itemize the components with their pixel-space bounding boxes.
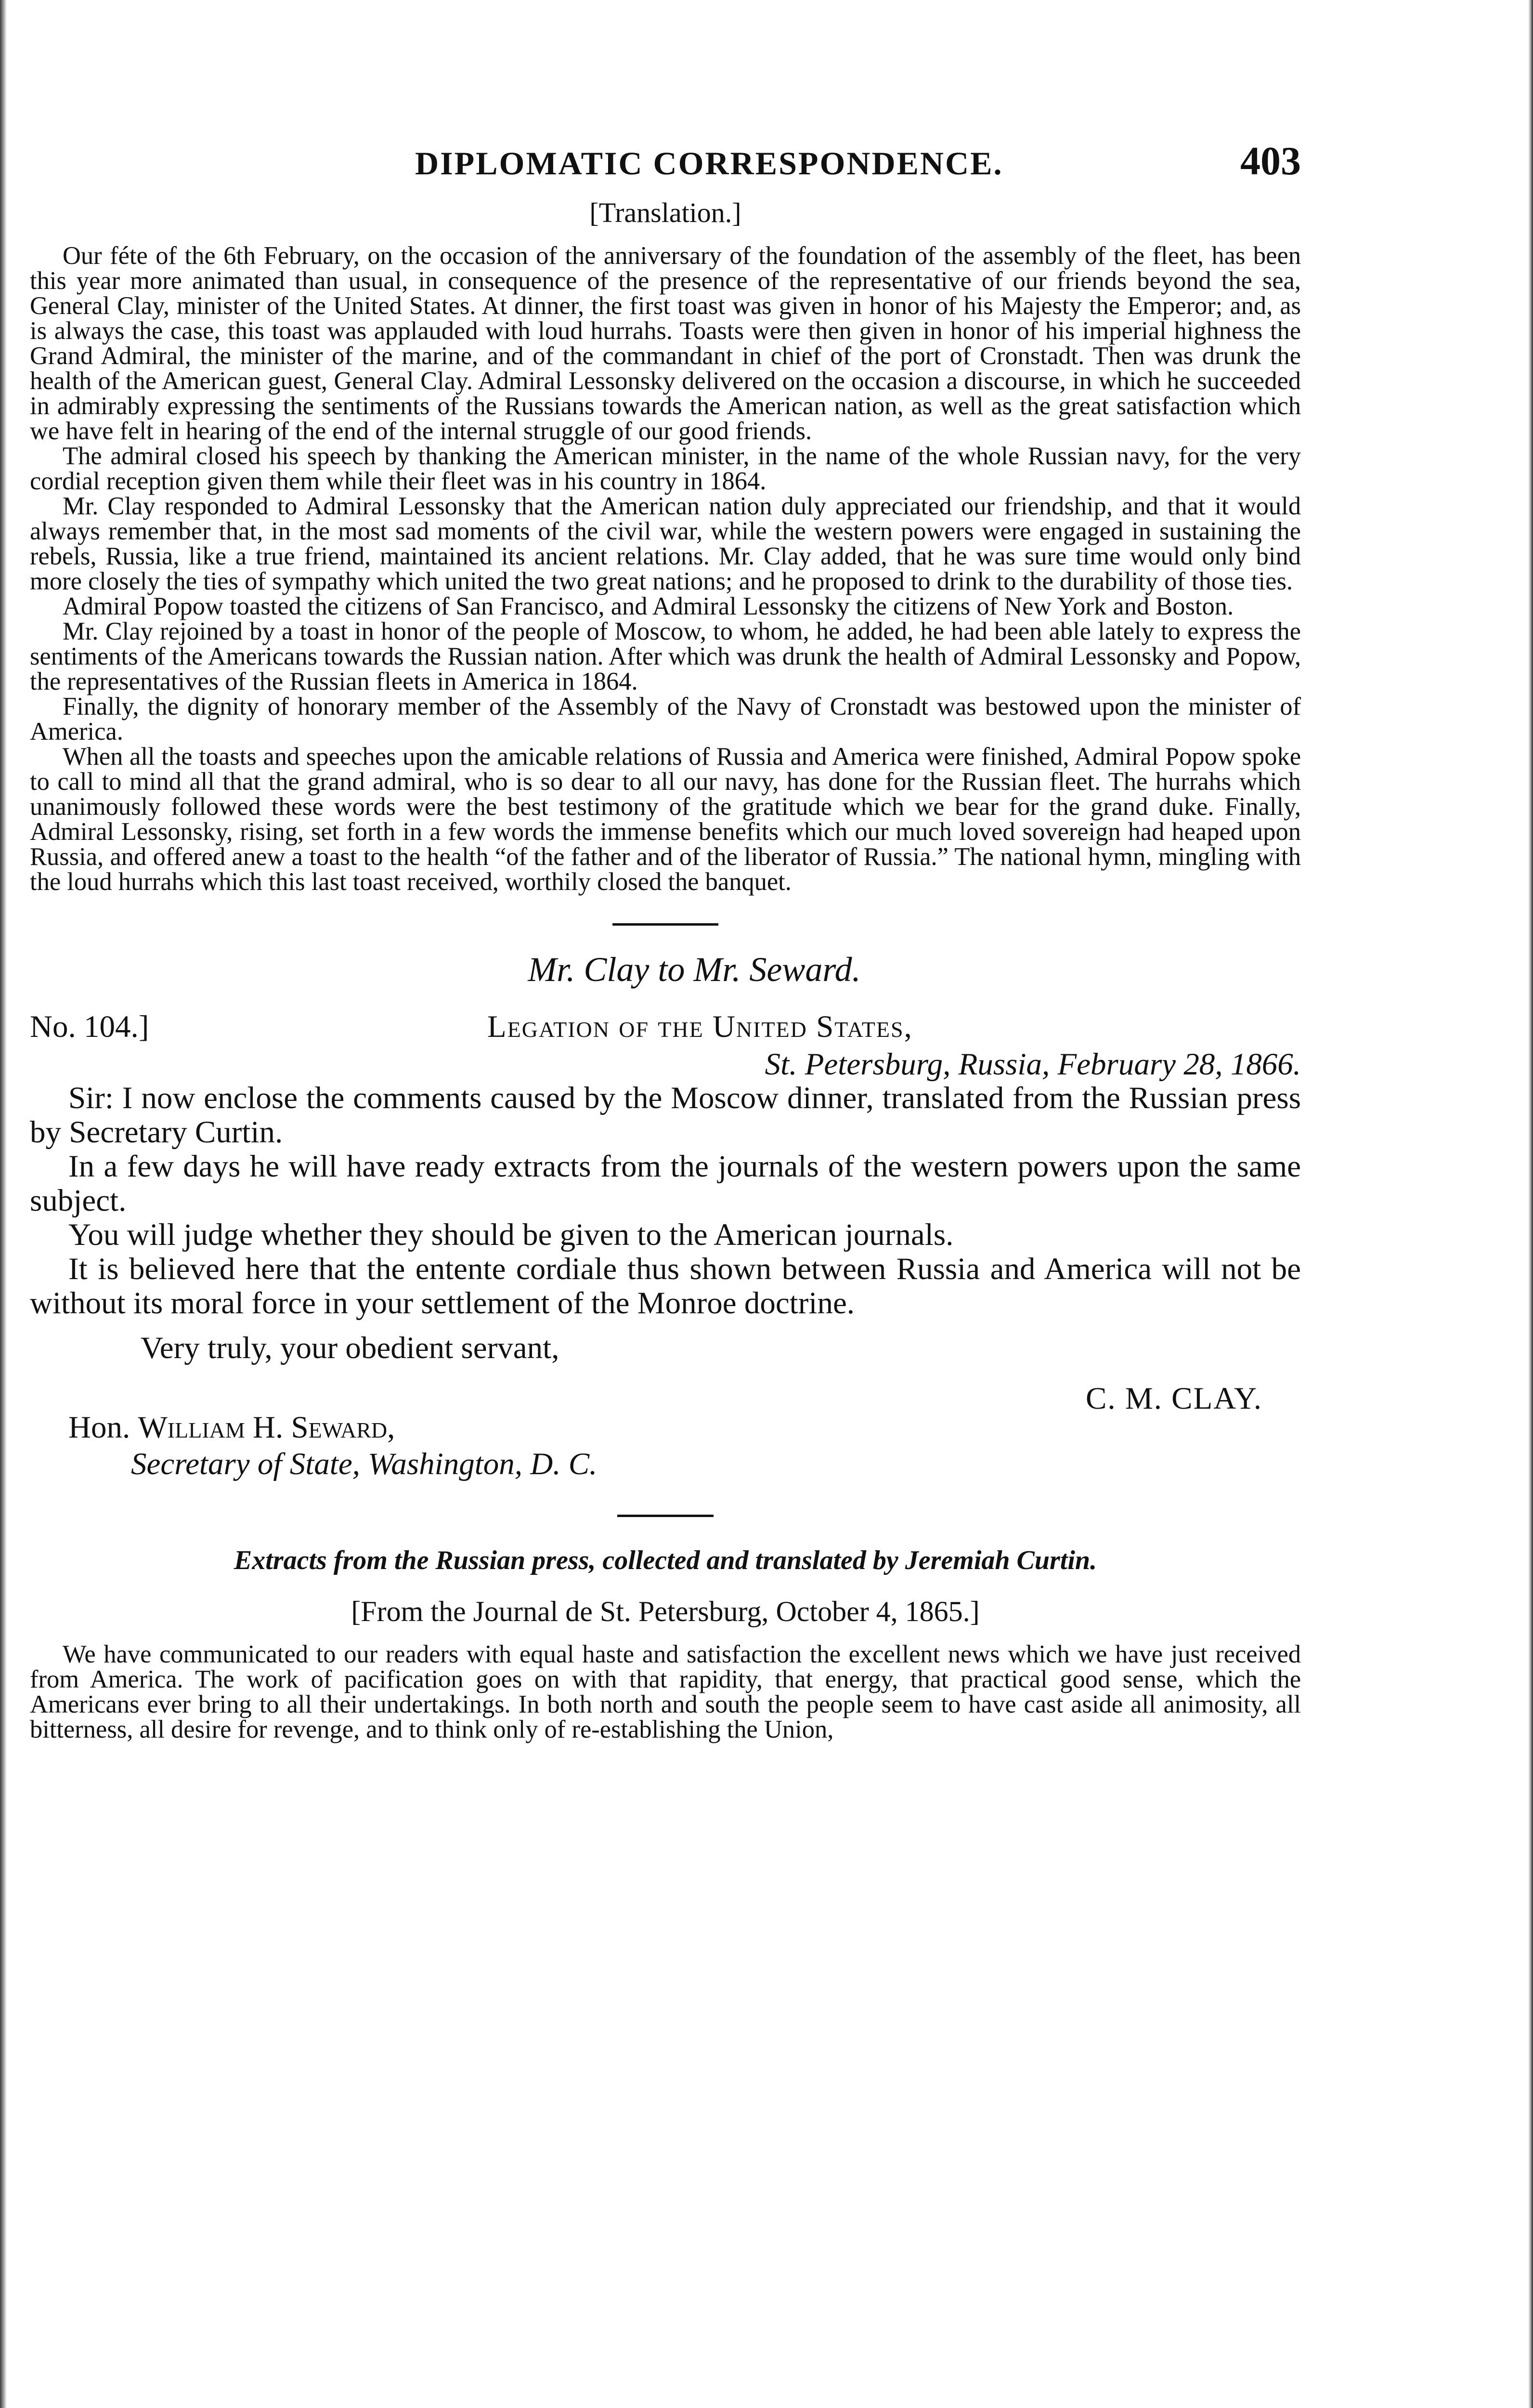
scan-edge-left — [0, 0, 7, 2408]
extracts-title: Extracts from the Russian press, collected and translated by Jeremiah Curtin. — [234, 1545, 1097, 1575]
extracts-paragraph: We have communicated to our readers with equal haste and satisfaction the excellent news which we have just received from America. The work of pacification goes on with that rapidity, that energy, that practical good sense, which the Americans ever bring to all their undertakings. In both north and south the people seem to have cast aside all animosity, all bitterness, all desire for revenge, and to think only of re-establishing the Union, — [30, 1640, 1301, 1743]
translation-paragraph: Admiral Popow toasted the citizens of San Francisco, and Admiral Lessonsky the citizens of New York and Boston. — [63, 592, 1234, 620]
page-header — [30, 125, 1301, 188]
letter-paragraph: In a few days he will have ready extracts from the journals of the western powers upon the same subject. — [30, 1149, 1301, 1218]
legation-line: Legation of the United States, — [487, 1009, 913, 1044]
extracts-source: [From the Journal de St. Petersburg, October 4, 1865.] — [351, 1596, 980, 1627]
section-divider — [612, 923, 718, 926]
translation-paragraph: The admiral closed his speech by thanking the American minister, in the name of the whole Russian navy, for the very cordial reception given them while their fleet was in his country in 1864. — [30, 442, 1301, 495]
signature: C. M. CLAY. — [1086, 1381, 1262, 1416]
letter-paragraph: You will judge whether they should be given to the American journals. — [68, 1217, 954, 1252]
letter-closing: Very truly, your obedient servant, — [141, 1331, 559, 1365]
document-page — [30, 125, 1301, 1742]
translation-paragraph: Mr. Clay responded to Admiral Lessonsky that the American nation duly appreciated our friendship, and that it would always remember that, in the most sad moments of the civil war, while the western powers were engaged in sustaining the rebels, Russia, like a true friend, maintained its ancient relations. Mr. Clay added, that he was sure time would only bind more closely the ties of sympathy which united the two great nations; and he proposed to drink to the durability of those ties. — [30, 492, 1301, 595]
dispatch-number: No. 104.] — [30, 1009, 149, 1044]
letter-paragraph: Sir: I now enclose the comments caused by the Moscow dinner, translated from the Russian press by Secretary Curtin. — [30, 1081, 1301, 1150]
extracts-body — [30, 1642, 1301, 1742]
translation-body — [30, 243, 1301, 894]
translation-paragraph: Our féte of the 6th February, on the occasion of the anniversary of the foundation of the assembly of the fleet, has been this year more animated than usual, in consequence of the presence of the representative of our friends beyond the sea, General Clay, minister of the United States. At dinner, the first toast was given in honor of his Majesty the Emperor; and, as is always the case, this toast was applauded with loud hurrahs. Toasts were then given in honor of his imperial highness the Grand Admiral, the minister of the marine, and of the commandant in chief of the port of Cronstadt. Then was drunk the health of the American guest, General Clay. Admiral Lessonsky delivered on the occasion a discourse, in which he succeeded in admirably expressing the sentiments of the Russians towards the American nation, as well as the great satisfaction which we have felt in hearing of the end of the internal struggle of our good friends. — [30, 242, 1301, 445]
addressee-title: Secretary of State, Washington, D. C. — [131, 1447, 598, 1481]
page-number: 403 — [1240, 139, 1301, 183]
translation-caption: [Translation.] — [589, 197, 741, 228]
translation-paragraph: Finally, the dignity of honorary member of the Assembly of the Navy of Cronstadt was bestowed upon the minister of America. — [30, 693, 1301, 746]
letter-signoff — [30, 1381, 1301, 1487]
letter-heading — [30, 1009, 1301, 1081]
addressee-prefix: Hon. — [68, 1410, 130, 1445]
letter-paragraph: It is believed here that the entente cordiale thus shown between Russia and America will not be without its moral force in your settlement of the Monroe doctrine. — [30, 1252, 1301, 1321]
letter-body — [30, 1081, 1301, 1321]
scan-edge-right — [1528, 0, 1533, 2408]
letter-title: Mr. Clay to Mr. Seward. — [528, 950, 861, 989]
addressee — [68, 1410, 395, 1446]
running-head: DIPLOMATIC CORRESPONDENCE. — [415, 145, 1003, 182]
translation-paragraph: When all the toasts and speeches upon the amicable relations of Russia and America were finished, Admiral Popow spoke to call to mind all that the grand admiral, who is so dear to all our navy, has done for the Russian fleet. The hurrahs which unanimously followed these words were the best testimony of the gratitude which we bear for the grand duke. Finally, Admiral Lessonsky, rising, set forth in a few words the immense benefits which our much loved sovereign had heaped upon Russia, and offered anew a toast to the health “of the father and of the liberator of Russia.” The national hymn, mingling with the loud hurrahs which this last toast received, worthily closed the banquet. — [30, 743, 1301, 896]
translation-paragraph: Mr. Clay rejoined by a toast in honor of the people of Moscow, to whom, he added, he had been able lately to express the sentiments of the Americans towards the Russian nation. After which was drunk the health of Admiral Lessonsky and Popow, the representatives of the Russian fleets in America in 1864. — [30, 617, 1301, 695]
place-date: St. Petersburg, Russia, February 28, 1866. — [765, 1047, 1301, 1082]
addressee-name: William H. Seward, — [138, 1410, 395, 1445]
section-divider — [617, 1515, 714, 1517]
